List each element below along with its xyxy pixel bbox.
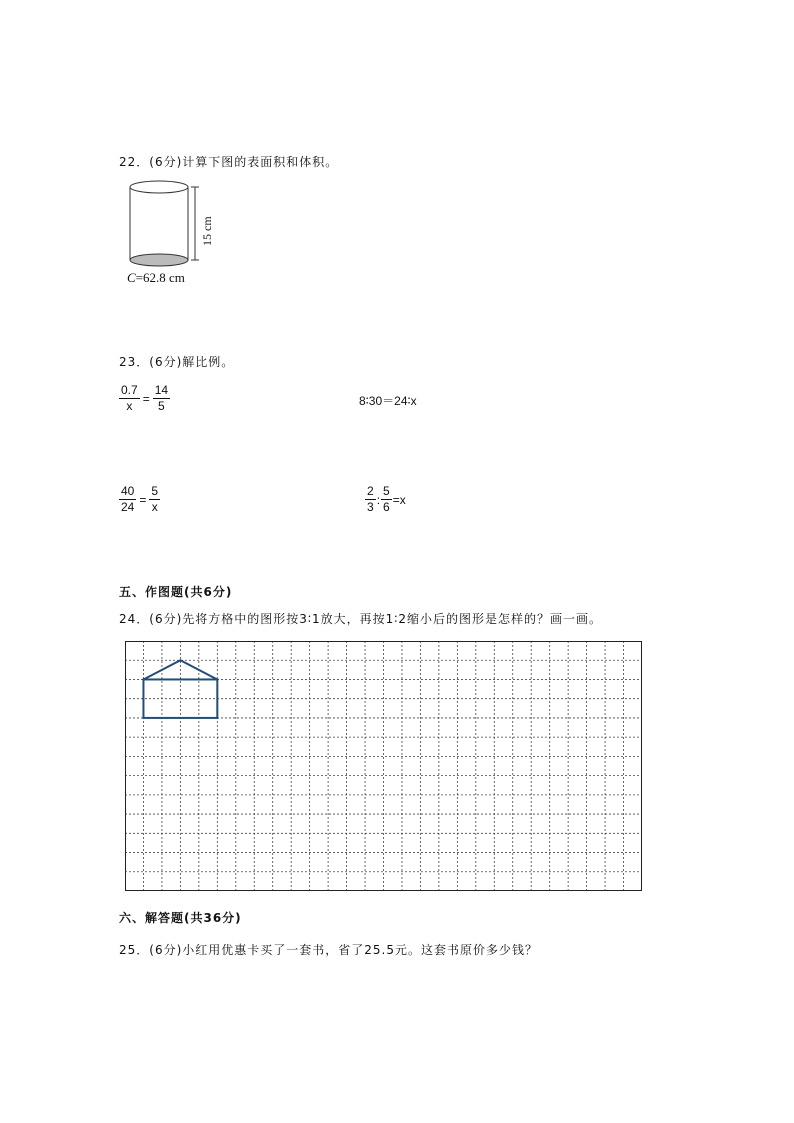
eq1-num2: 14 — [154, 383, 169, 397]
section6-heading: 六、解答题(共36分) — [119, 911, 242, 925]
eq3-left-fraction — [119, 484, 136, 515]
eq4-tail: =x — [392, 492, 406, 507]
eq3-right-fraction — [149, 484, 160, 515]
eq3-den1: 24 — [121, 500, 135, 514]
q22-text: 22．(6分)计算下图的表面积和体积。 — [119, 155, 339, 169]
q24-text: 24．(6分)先将方格中的图形按3∶1放大，再按1∶2缩小后的图形是怎样的？画一画。 — [119, 612, 603, 626]
eq1-left-fraction — [119, 383, 140, 414]
eq3-op: = — [139, 492, 147, 507]
eq4-second-fraction — [381, 484, 392, 515]
eq4-first-fraction — [365, 484, 376, 515]
eq4-colon: : — [376, 492, 381, 507]
eq3-den2: x — [151, 500, 158, 514]
eq3-num2: 5 — [151, 484, 159, 498]
eq3-num1: 40 — [121, 484, 135, 498]
eq1-den1: x — [126, 399, 133, 413]
eq4-den1: 3 — [367, 500, 374, 514]
equation-1 — [119, 383, 170, 414]
equation-3 — [119, 484, 160, 515]
q25-text: 25．(6分)小红用优惠卡买了一套书，省了25.5元。这套书原价多少钱？ — [119, 943, 538, 957]
section5-heading: 五、作图题(共6分) — [119, 585, 233, 599]
drawing-grid[interactable] — [125, 641, 643, 892]
circumference-var: C — [127, 270, 136, 285]
height-label: 15 cm — [200, 216, 214, 246]
cylinder-top — [130, 181, 188, 193]
eq1-den2: 5 — [158, 399, 165, 413]
eq4-num1: 2 — [367, 484, 374, 498]
cylinder-bottom — [130, 254, 188, 266]
equation-4 — [365, 484, 406, 515]
equation-2: 8∶30＝24∶x — [359, 394, 417, 408]
eq4-num2: 5 — [383, 484, 390, 498]
eq1-num1: 0.7 — [121, 383, 138, 397]
circumference-label — [127, 270, 185, 286]
eq1-right-fraction — [153, 383, 170, 414]
circumference-value: =62.8 cm — [135, 270, 185, 285]
eq4-den2: 6 — [383, 500, 390, 514]
eq1-op: = — [142, 391, 150, 406]
q23-text: 23．(6分)解比例。 — [119, 355, 235, 369]
